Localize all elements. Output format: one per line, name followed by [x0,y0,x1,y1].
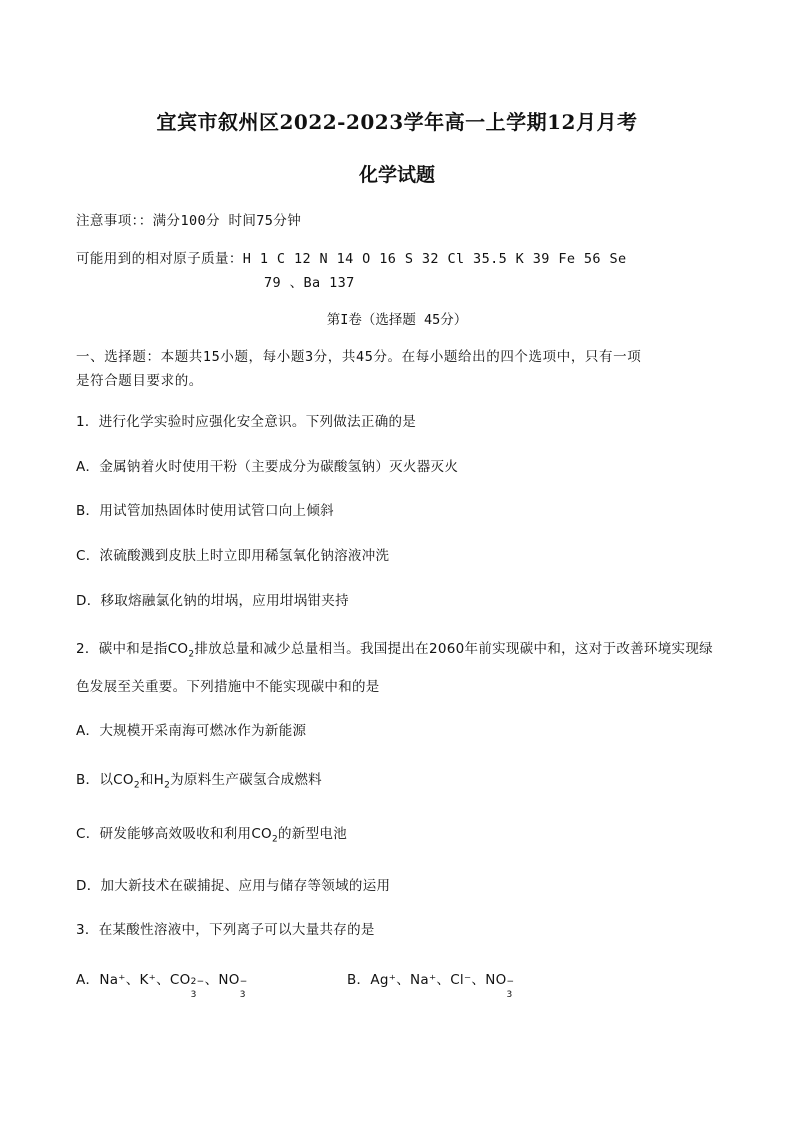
q3-a-subscript2: 3 [239,990,246,1000]
notes-line: 注意事项：：满分100分 时间75分钟 [76,213,302,229]
question-2-option-d: D．加大新技术在碳捕捉、应用与储存等领域的运用 [76,878,391,894]
section-intro-line2: 是符合题目要求的。 [76,373,203,389]
question-2-stem-line2: 色发展至关重要。下列措施中不能实现碳中和的是 [76,679,380,695]
atomic-mass-line: 可能用到的相对原子质量：H 1 C 12 N 14 O 16 S 32 Cl 35.5 K 39 Fe 56 Se [76,251,627,267]
question-2-option-c [76,822,348,845]
q3-a-mid: 、NO [204,972,240,988]
q2-c-sub: 2 [271,834,279,845]
question-3-option-b [347,968,515,1000]
q2-c-pre: C．研发能够高效吸收和利用CO [76,826,272,842]
q2-stem-sub: 2 [188,649,195,660]
q2-b-sub2: 2 [164,780,171,791]
question-3-stem: 3．在某酸性溶液中，下列离子可以大量共存的是 [76,922,375,938]
question-1-option-d: D．移取熔融氯化钠的坩埚，应用坩埚钳夹持 [76,593,349,609]
atomic-mass-line-cont: 79 、Ba 137 [264,275,355,291]
q3-b-subscript: 3 [506,990,513,1000]
question-2-stem [76,637,713,660]
q2-b-post: 为原料生产碳氢合成燃料 [170,772,322,788]
section-heading: 第I卷（选择题 45分） [326,312,468,328]
q3-a-charge2: − [239,977,248,987]
section-intro-line1: 一、选择题：本题共15小题，每小题3分，共45分。在每小题给出的四个选项中，只有一项 [76,349,642,365]
exam-subtitle: 化学试题 [358,164,435,186]
question-2-option-b [76,768,322,791]
q2-stem-post: 排放总量和减少总量相当。我国提出在2060年前实现碳中和，这对于改善环境实现绿 [194,641,713,657]
question-1-option-c: C．浓硫酸溅到皮肤上时立即用稀氢氧化钠溶液冲洗 [76,548,390,564]
q2-b-sub1: 2 [133,780,140,791]
q3-b-charge: − [506,977,515,987]
question-1-stem: 1．进行化学实验时应强化安全意识。下列做法正确的是 [76,414,417,430]
q2-b-mid: 和H [139,772,165,788]
q3-a-subscript: 3 [190,990,197,1000]
q2-c-post: 的新型电池 [278,826,348,842]
q2-b-pre: B．以CO [76,772,134,788]
q3-a-pre: A．Na⁺、K⁺、CO [76,972,191,988]
q3-a-charge: 2− [190,977,205,987]
q2-stem-pre: 2．碳中和是指CO [76,641,189,657]
question-2-option-a: A．大规模开采南海可燃冰作为新能源 [76,723,307,739]
q3-b-pre: B．Ag⁺、Na⁺、Cl⁻、NO [347,972,507,988]
exam-title: 宜宾市叙州区2022-2023学年高一上学期12月月考 [156,110,638,134]
question-3-option-a [76,968,248,1000]
question-1-option-b: B．用试管加热固体时使用试管口向上倾斜 [76,503,334,519]
question-1-option-a: A．金属钠着火时使用干粉（主要成分为碳酸氢钠）灭火器灭火 [76,459,459,475]
